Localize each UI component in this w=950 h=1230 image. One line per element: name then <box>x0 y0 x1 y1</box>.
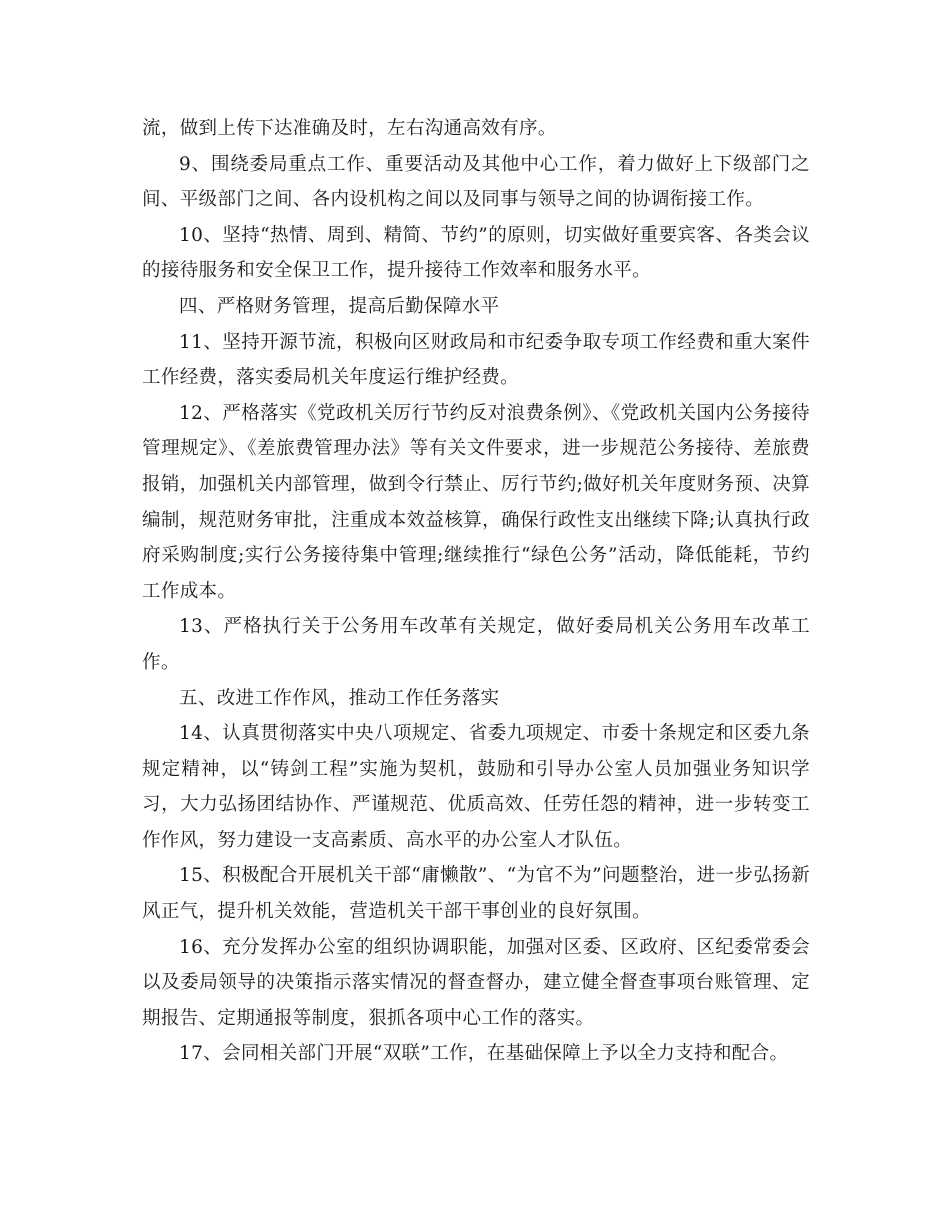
paragraph-item-16: 16、充分发挥办公室的组织协调职能，加强对区委、区政府、区纪委常委会以及委局领导的决策指示落实情况的督查督办，建立健全督查事项台账管理、定期报告、定期通报等制度，狠抓各项中心工作的落实。 <box>142 936 810 1029</box>
document-body <box>142 111 810 1072</box>
section-heading-4: 四、严格财务管理，提高后勤保障水平 <box>179 295 500 317</box>
paragraph-item-14: 14、认真贯彻落实中央八项规定、省委九项规定、市委十条规定和区委九条规定精神，以“铸剑工程”实施为契机，鼓励和引导办公室人员加强业务知识学习，大力弘扬团结协作、严谨规范、优质高效、任劳任怨的精神，进一步转变工作作风，努力建设一支高素质、高水平的办公室人才队伍。 <box>142 723 810 851</box>
paragraph-item-11: 11、坚持开源节流，积极向区财政局和市纪委争取专项工作经费和重大案件工作经费，落实委局机关年度运行维护经费。 <box>142 331 810 389</box>
paragraph-item-13: 13、严格执行关于公务用车改革有关规定，做好委局机关公务用车改革工作。 <box>142 616 810 673</box>
paragraph-item-9: 9、围绕委局重点工作、重要活动及其他中心工作，着力做好上下级部门之间、平级部门之间、各内设机构之间以及同事与领导之间的协调衔接工作。 <box>142 153 810 211</box>
paragraph-item-17: 17、会同相关部门开展“双联”工作，在基础保障上予以全力支持和配合。 <box>179 1043 789 1065</box>
section-heading-5: 五、改进工作作风，推动工作任务落实 <box>179 687 500 709</box>
paragraph-item-15: 15、积极配合开展机关干部“庸懒散”、“为官不为”问题整治，进一步弘扬新风正气，提升机关效能，营造机关干部干事创业的良好氛围。 <box>142 865 810 923</box>
paragraph-continuation: 流，做到上传下达准确及时，左右沟通高效有序。 <box>142 118 557 139</box>
paragraph-item-12: 12、严格落实《党政机关厉行节约反对浪费条例》、《党政机关国内公务接待管理规定》、《差旅费管理办法》等有关文件要求，进一步规范公务接待、差旅费报销，加强机关内部管理，做到令行禁止、厉行节约;做好机关年度财务预、决算编制，规范财务审批，注重成本效益核算，确保行政性支出继续下降;认真执行政府采购制度;实行公务接待集中管理;继续推行“绿色公务”活动，降低能耗，节约工作成本。 <box>142 402 810 602</box>
paragraph-item-10: 10、坚持“热情、周到、精简、节约”的原则，切实做好重要宾客、各类会议的接待服务和安全保卫工作，提升接待工作效率和服务水平。 <box>142 224 810 282</box>
